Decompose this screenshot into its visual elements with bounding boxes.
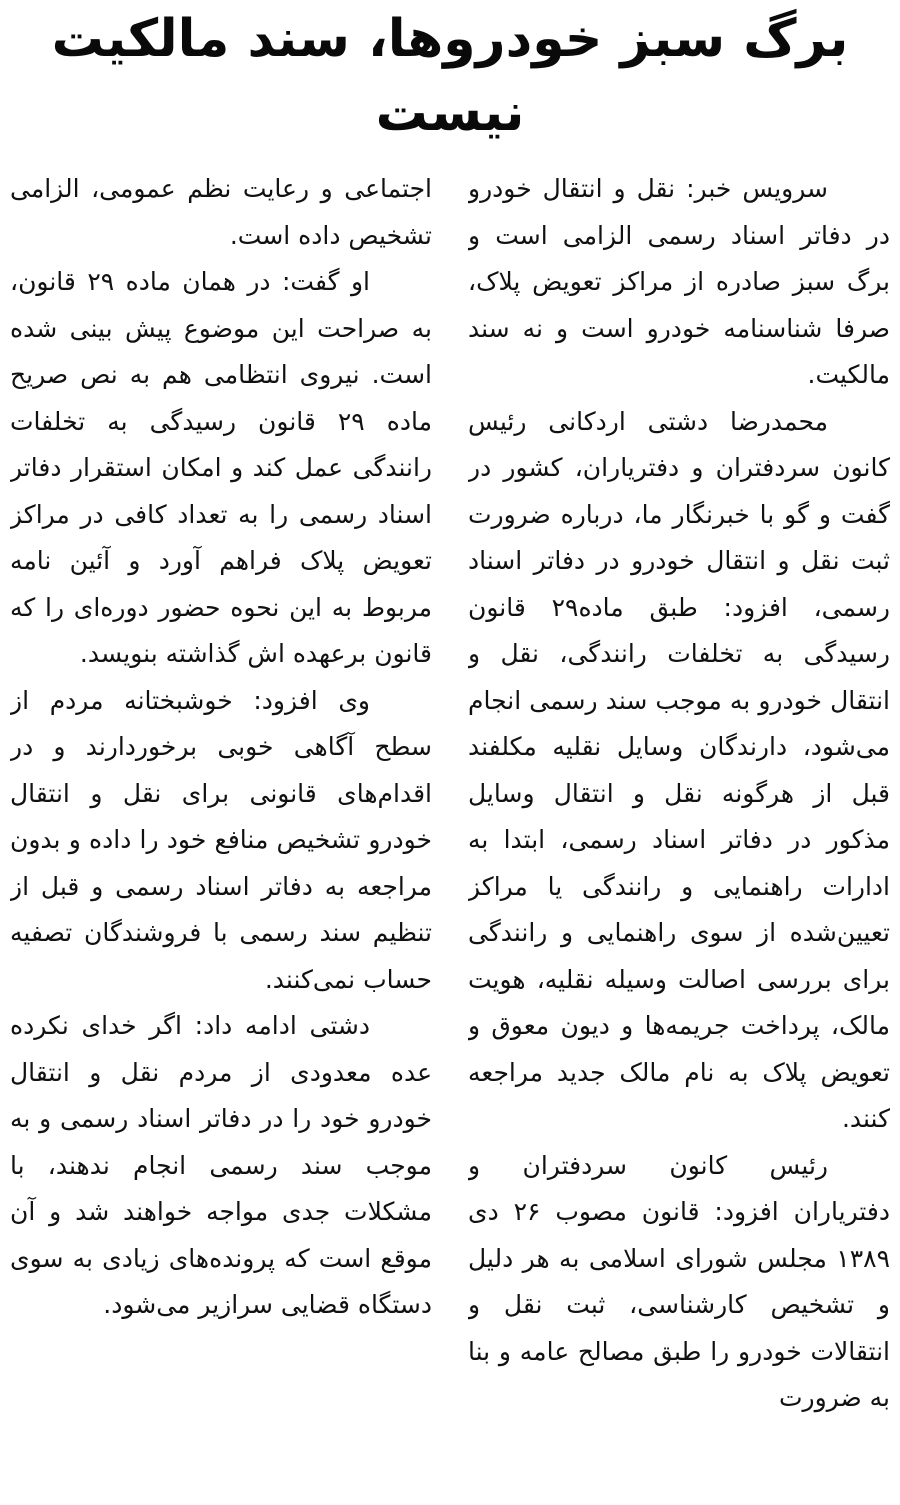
article-headline: برگ سبز خودروها، سند مالکیت نیست — [51, 9, 849, 143]
paragraph: او گفت: در همان ماده ۲۹ قانون، به صراحت این موضوع پیش بینی شده است. نیروی انتظامی هم به نص صریح ماده ۲۹ قانون رسیدگی به تخلفات رانندگی عمل کند و امکان استقرار دفاتر اسناد رسمی را به تعداد کافی در مراکز تعویض پلاک فراهم آورد و آئین نامه مربوط به این نحوه حضور دوره‌ای را که قانون برعهده اش گذاشته بنویسد. — [10, 267, 432, 668]
paragraph: اجتماعی و رعایت نظم عمومی، الزامی تشخیص داده است. — [10, 174, 432, 250]
paragraph: سرویس خبر: نقل و انتقال خودرو در دفاتر اسناد رسمی الزامی است و برگ سبز صادره از مراکز تعویض پلاک، صرفا شناسنامه خودرو است و نه سند مالکیت. — [468, 174, 890, 389]
paragraph: محمدرضا دشتی اردکانی رئیس کانون سردفتران و دفتریاران، کشور در گفت و گو با خبرنگار ما، درباره ضرورت ثبت نقل و انتقال خودرو در دفاتر اسناد رسمی، افزود: طبق ماده۲۹ قانون رسیدگی به تخلفات رانندگی، نقل و انتقال خودرو به موجب سند رسمی انجام می‌شود، دارندگان وسایل نقلیه مکلفند قبل از هرگونه نقل و انتقال وسایل مذکور در دفاتر اسناد رسمی، ابتدا به ادارات راهنمایی و رانندگی یا مراکز تعیین‌شده از سوی راهنمایی و رانندگی برای بررسی اصالت وسیله نقلیه، هویت مالک، پرداخت جریمه‌ها و دیون معوق و تعویض پلاک به نام مالک جدید مراجعه کنند. — [468, 406, 890, 1133]
paragraph: وی افزود: خوشبختانه مردم از سطح آگاهی خوبی برخوردارند و در اقدام‌های قانونی برای نقل و انتقال خودرو تشخیص منافع خود را داده و بدون مراجعه به دفاتر اسناد رسمی و قبل از تنظیم سند رسمی با فروشندگان تصفیه حساب نمی‌کنند. — [10, 685, 432, 994]
paragraph: دشتی ادامه داد: اگر خدای نکرده عده معدودی از مردم نقل و انتقال خودرو خود را در دفاتر اسناد رسمی و به موجب سند رسمی انجام ندهند، با مشکلات جدی مواجه خواهند شد و آن موقع است که پرونده‌های زیادی به سوی دستگاه قضایی سرازیر می‌شود. — [10, 1011, 432, 1319]
paragraph: رئیس کانون سردفتران و دفتریاران افزود: قانون مصوب ۲۶ دی ۱۳۸۹ مجلس شورای اسلامی به هر دلیل و تشخیص کارشناسی، ثبت نقل و انتقالات خودرو را طبق مصالح عامه و بنا به ضرورت — [468, 1150, 890, 1412]
column-right — [468, 166, 890, 1505]
column-left — [10, 166, 432, 1505]
article-body — [10, 166, 890, 1505]
